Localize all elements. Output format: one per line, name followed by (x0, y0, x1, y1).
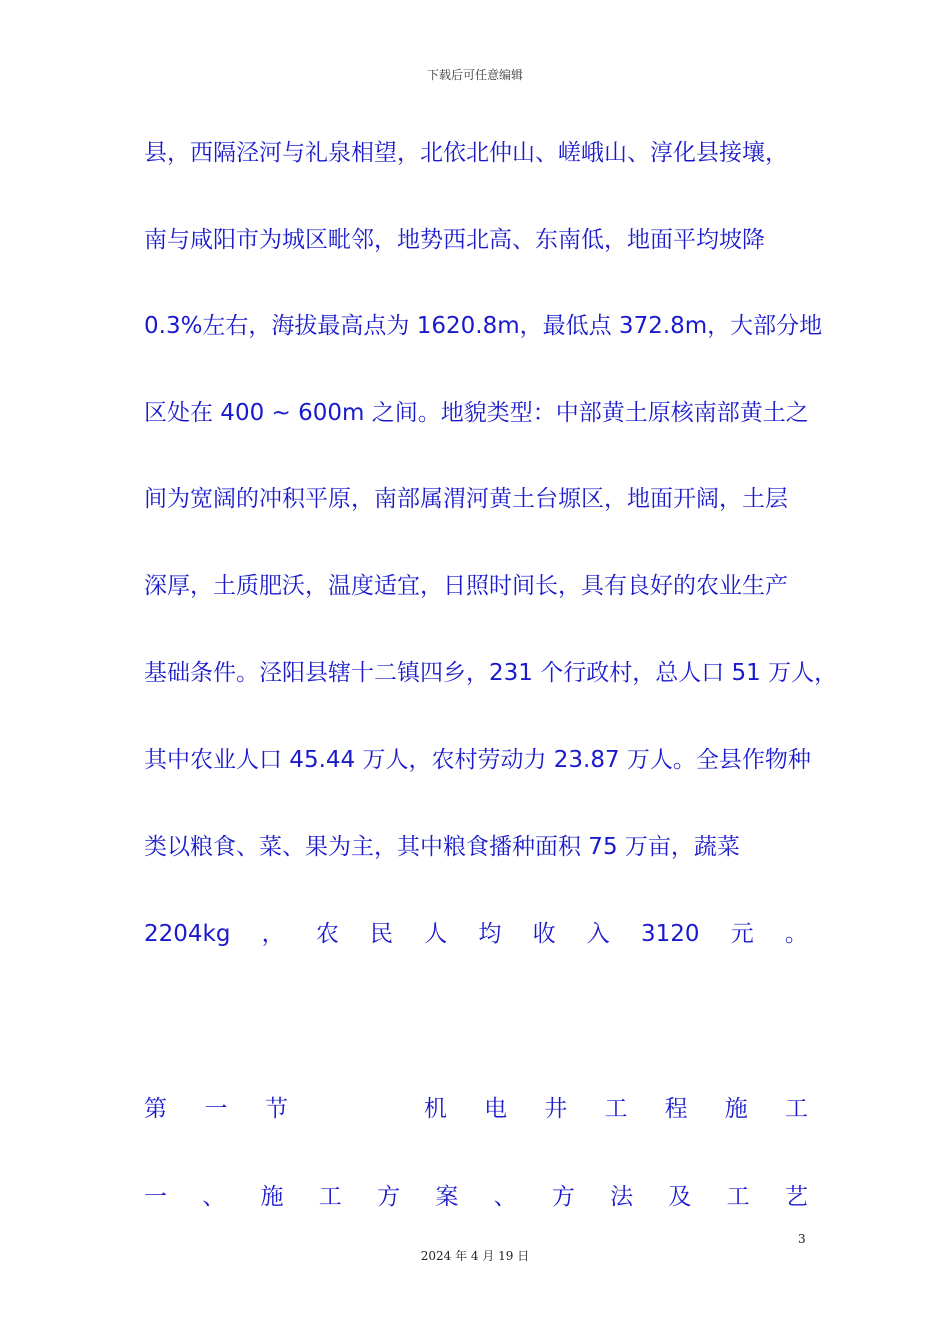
subtitle (144, 1182, 808, 1212)
body-token: 农 (315, 921, 339, 947)
section-title-char: 第 (144, 1096, 167, 1122)
body-token: 。 (784, 921, 808, 947)
section-title-text (424, 1094, 808, 1124)
section-title-char: 工 (784, 1096, 808, 1122)
section-title-char: 井 (544, 1096, 568, 1122)
section-title-char: 电 (484, 1096, 508, 1122)
section-title-char: 节 (265, 1096, 288, 1122)
subtitle-char: 方 (377, 1184, 401, 1210)
body-token: 3120 (640, 921, 700, 947)
body-token: 均 (478, 921, 502, 947)
body-token: 元 (730, 921, 754, 947)
subtitle-char: 案 (435, 1184, 459, 1210)
body-token: ， (261, 921, 285, 947)
section-title-char: 机 (424, 1096, 447, 1122)
subtitle-char: 工 (726, 1184, 750, 1210)
subtitle-char: 一 (144, 1184, 167, 1210)
subtitle-char: 、 (202, 1184, 226, 1210)
body-token: 收 (532, 921, 556, 947)
subtitle-char: 工 (318, 1184, 342, 1210)
subtitle-char: 及 (668, 1184, 692, 1210)
body-line-8: 其中农业人口 45.44 万人，农村劳动力 23.87 万人。全县作物种 (144, 747, 811, 773)
body-line-7: 基础条件。泾阳县辖十二镇四乡，231 个行政村，总人口 51 万人， (144, 660, 838, 686)
section-title (144, 1094, 808, 1124)
page-number: 3 (798, 1232, 806, 1246)
footer-date: 2024 年 4 月 19 日 (420, 1249, 530, 1263)
subtitle-char: 法 (610, 1184, 634, 1210)
body-line-3: 0.3%左右，海拔最高点为 1620.8m，最低点 372.8m，大部分地 (144, 313, 823, 339)
subtitle-char: 艺 (784, 1184, 808, 1210)
body-token: 人 (424, 921, 448, 947)
subtitle-char: 、 (493, 1184, 517, 1210)
body-token: 2204kg (144, 921, 231, 947)
page-header: 下载后可任意编辑 (426, 68, 523, 82)
body-token: 入 (586, 921, 610, 947)
section-title-char: 程 (664, 1096, 688, 1122)
body-line-4: 区处在 400 ~ 600m 之间。地貌类型：中部黄土原核南部黄土之 (144, 400, 809, 426)
body-line-5: 间为宽阔的冲积平原，南部属渭河黄土台塬区，地面开阔，土层 (144, 486, 788, 512)
section-title-char: 工 (604, 1096, 628, 1122)
section-title-char: 施 (724, 1096, 748, 1122)
body-line-10 (144, 919, 808, 949)
subtitle-char: 方 (551, 1184, 575, 1210)
section-title-char: 一 (204, 1096, 228, 1122)
body-line-9: 类以粮食、菜、果为主，其中粮食播种面积 75 万亩，蔬菜 (144, 834, 740, 860)
body-line-1: 县，西隔泾河与礼泉相望，北依北仲山、嵯峨山、淳化县接壤， (144, 140, 788, 166)
body-line-2: 南与咸阳市为城区毗邻，地势西北高、东南低，地面平均坡降 (144, 227, 765, 253)
subtitle-char: 施 (260, 1184, 284, 1210)
body-line-6: 深厚，土质肥沃，温度适宜，日照时间长，具有良好的农业生产 (144, 573, 788, 599)
section-title-number (144, 1094, 288, 1124)
body-token: 民 (370, 921, 394, 947)
